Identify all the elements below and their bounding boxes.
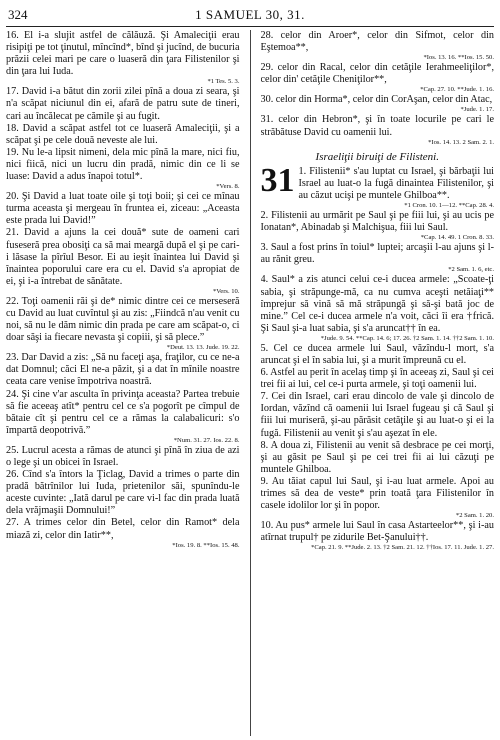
cross-reference: *2 Sam. 1. 6, etc.: [448, 266, 494, 274]
chapter-number: 31: [260, 161, 295, 199]
verse: 17. David i-a bătut din zorii zilei pînă a doua zi seara, şi n'a scăpat niciunul din ei, afară de patru sute de tineri, cari au încălecat pe cămile şi au fugit.: [6, 86, 240, 122]
verse: 29. celor din Racal, celor din cetăţile Ierahmeeliţilor*, celor din' cetăţile Cheniţilor**,: [260, 62, 494, 86]
cross-reference: *Ios. 14. 13. 2 Sam. 2. 1.: [428, 138, 494, 146]
verse: 6. Astfel au perit în acelaş timp şi în aceeaş zi, Saul şi cei trei fii ai lui, cel ce-i purta armele, şi toţi oamenii lui.: [260, 367, 494, 391]
verse: 28. celor din Aroer*, celor din Sifmot, celor din Eştemoa**,: [260, 30, 494, 54]
verse: 2. Filistenii au urmărit pe Saul şi pe fiii lui, şi au ucis pe Ionatan*, Abinadab şi Malchişua, fiii lui Saul.: [260, 210, 494, 234]
verse: 22. Toţi oamenii răi şi de* nimic dintre cei ce merseseră cu David au luat cuvîntul şi au zis: „Fiindcă n'au venit cu noi, să nu le dăm nimic din prada pe care am scăpat-o, ci doar săşi ia fiecare nevasta şi copiii, şi să plece.”: [6, 295, 240, 344]
cross-reference: *Jude. 9. 54. **Cap. 14. 6; 17. 26. †2 Sam. 1. 14. ††2 Sam. 1. 10.: [320, 334, 494, 342]
verse: 21. David a ajuns la cei două* sute de oameni cari fuseseră prea obosiţi ca să mai meargă după el şi pe cari-i lăsase la pîrîul Besor. Ei au ieşit înaintea lui David şi înaintea poporului care era cu el. David s'a apropiat de ei, şi i-a întrebat de sănătate.: [6, 227, 240, 287]
page-header: [6, 6, 494, 27]
verse: 9. Au tăiat capul lui Saul, şi i-au luat armele. Apoi au trimes să dea de veste* prin toată ţara Filistenilor în casele idolilor lor şi în popor.: [260, 475, 494, 512]
right-column: [261, 30, 495, 736]
chapter-verses: [260, 161, 495, 553]
cross-reference: *2 Sam. 1. 20.: [455, 512, 494, 520]
verse: 31. celor din Hebron*, şi în toate locurile pe cari le străbătuse David cu oamenii lui.: [260, 114, 494, 138]
chapter-block: [260, 161, 495, 553]
verse: 30. celor din Horma*, celor din CorAşan, celor din Atac,: [260, 94, 493, 106]
cross-reference: *Cap. 27. 10. **Jude. 1. 16.: [420, 86, 494, 94]
verse: 4. Saul* a zis atunci celui ce-i ducea armele: „Scoate-ţi sabia, şi străpunge-mă, ca nu cumva aceşti netăiaţi** împrejur să vină să mă străpungă şi să-şi bată joc de mine.” Cel ce-i ducea armele n'a voit, căci îi era †frică. Şi Saul şi-a luat sabia, şi s'a aruncat†† în ea.: [260, 274, 494, 334]
verse: 20. Şi David a luat toate oile şi toţi boii; şi cei ce mînau turma aceasta şi mergeau în fruntea ei, ziceau: „Aceasta este prada lui David!”: [6, 191, 240, 227]
cross-reference: *Cap. 14. 49. 1 Cron. 8. 33.: [420, 234, 494, 242]
verse: 19. Nu le-a lipsit nimeni, dela mic pînă la mare, nici fiu, nici fiică, nici un lucru din pradă, nimic din ce li se luase: David a adus înapoi totul*.: [6, 146, 240, 183]
cross-reference: *Ios. 19. 8. **Ios. 15. 48.: [172, 541, 240, 549]
verse: 18. David a scăpat astfel tot ce luaseră Amaleciţii, şi a scăpat şi pe cele două neveste ale lui.: [6, 122, 240, 146]
right-column-verses: [261, 30, 495, 147]
cross-reference: *Cap. 21. 9. **Jude. 2. 13. †2 Sam. 21. 12. ††Ios. 17. 11. Jude. 1. 27.: [311, 544, 494, 552]
text-columns: [6, 30, 494, 736]
cross-reference: *Vers. 8.: [216, 183, 240, 191]
page-number: 324: [8, 7, 28, 22]
cross-reference: *Jude. 1. 17.: [460, 106, 494, 114]
verse: 23. Dar David a zis: „Să nu faceţi aşa, fraţilor, cu ce ne-a dat Domnul; căci El ne-a păzit, şi a dat în mînile noastre ceata care venise împotriva noastră.: [6, 352, 240, 388]
verse: 7. Cei din Israel, cari erau dincolo de vale şi dincolo de Iordan, văzînd că oamenii lui Israel fugeau şi că Saul şi fiii lui muriseră, şi-au părăsit cetăţile şi au luat-o şi ei la fugă. Filistenii au venit şi s'au aşezat în ele.: [260, 391, 494, 439]
cross-reference: *Deut. 13. 13. Jude. 19. 22.: [166, 344, 240, 352]
verse: 27. A trimes celor din Betel, celor din Ramot* dela miază zi, celor din Iatir**,: [6, 517, 240, 541]
verse: 3. Saul a fost prins în toiul* luptei; arcaşii l-au ajuns şi l-au rănit greu.: [260, 242, 494, 266]
verse: 16. El i-a slujit astfel de călăuză. Şi Amaleciţii erau risipiţi pe tot ţinutul, mîncînd*, bînd şi jucînd, de bucuria prăzii celei mari pe care o luaseră din ţara Filistenilor şi din ţara lui Iuda.: [6, 30, 240, 78]
verse: 1. Filistenii* s'au luptat cu Israel, şi bărbaţii lui Israel au luat-o la fugă dinaintea Filistenilor, şi au căzut ucişi pe muntele Ghilboa**.: [298, 165, 494, 201]
verse: 26. Cînd s'a întors la Ţiclag, David a trimes o parte din pradă bătrînilor lui Iuda, prietenilor săi, spunîndu-le aceste cuvinte: „Iată darul pe care vi-l fac din prada luată dela vrăjmaşii Domnului!”: [6, 469, 240, 517]
column-divider: [250, 30, 251, 736]
running-head: 1 SAMUEL 30, 31.: [195, 7, 305, 22]
verse: 5. Cel ce ducea armele lui Saul, văzîndu-l mort, s'a aruncat şi el în sabia lui, şi a murit împreună cu el.: [260, 342, 494, 366]
section-title: Israeliţii biruiţi de Filisteni.: [315, 150, 439, 163]
verse: 8. A doua zi, Filistenii au venit să desbrace pe cei morţi, şi au găsit pe Saul şi pe cei trei fii ai lui căzuţi pe muntele Ghilboa.: [260, 439, 494, 475]
cross-reference: *Num. 31. 27. Ios. 22. 8.: [173, 436, 240, 444]
cross-reference: *Ios. 13. 16. **Ios. 15. 50.: [423, 54, 494, 62]
verse: 24. Şi cine v'ar asculta în privinţa aceasta? Partea trebuie să fie aceeaş atît* pentru cel ce s'a pogorît pe cîmpul de bătaie cît şi pentru cel ce a rămas la calabalicuri: s'o împartă deopotrivă.”: [6, 388, 240, 436]
left-column: [6, 30, 240, 736]
cross-reference: *1 Tes. 5. 3.: [207, 78, 240, 86]
verse: 25. Lucrul acesta a rămas de atunci şi pînă în ziua de azi o lege şi un obicei în Israel.: [6, 444, 240, 468]
cross-reference: *Vers. 10.: [212, 287, 240, 295]
cross-reference: *1 Cron. 10. 1—12. **Cap. 28. 4.: [404, 202, 494, 210]
verse: 10. Au pus* armele lui Saul în casa Astarteelor**, şi i-au atîrnat trupul† pe zidurile Bet-Şanului††.: [260, 520, 494, 544]
